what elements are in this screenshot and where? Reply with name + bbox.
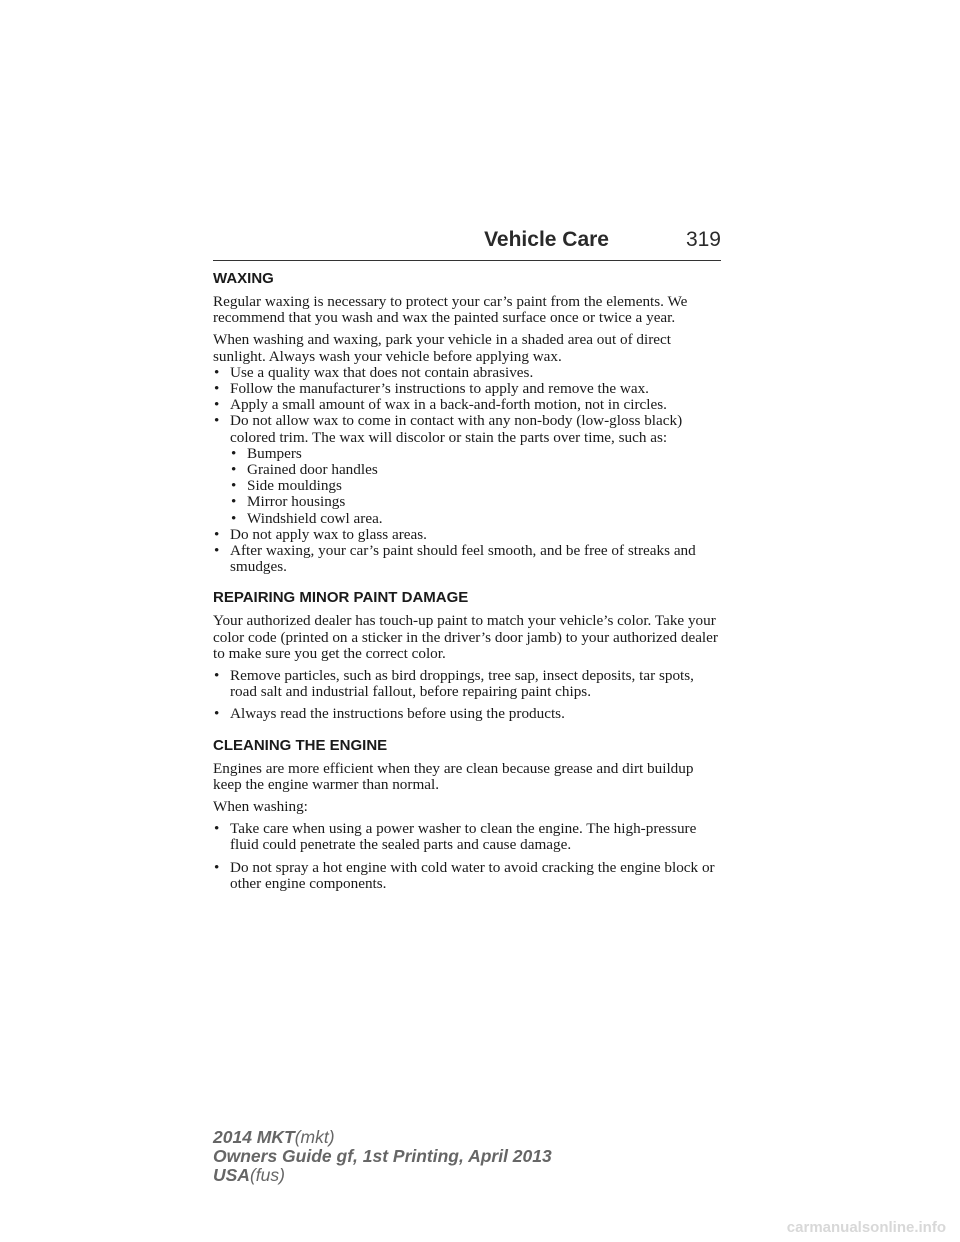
list-item: • After waxing, your car’s paint should feel smooth, and be free of streaks and smudges. [214,542,696,576]
list-item: • Apply a small amount of wax in a back-and-forth motion, not in circles. [214,396,667,414]
bullet-icon: • [214,542,220,560]
footer-line-model: 2014 MKT(mkt) [213,1127,335,1147]
page-content [213,270,723,898]
list-item: • Do not spray a hot engine with cold water to avoid cracking the engine block or other engine components. [214,858,715,892]
list-item: • Use a quality wax that does not contain abrasives. [214,363,534,381]
heading-cleaning-engine: CLEANING THE ENGINE [213,736,388,754]
bullet-icon: • [231,461,237,479]
list-item: • Always read the instructions before using the products. [214,705,565,723]
page-number: 319 [685,228,721,251]
paragraph: Your authorized dealer has touch-up paint to match your vehicle’s color. Take your color code (printed on a sticker in the driver’s door jamb) to your authorized dealer to make sure you get the correct color. [213,612,718,662]
page-header [213,226,721,261]
heading-paint-damage: REPAIRING MINOR PAINT DAMAGE [213,589,469,607]
bullet-icon: • [214,820,220,838]
list-item: • Remove particles, such as bird droppings, tree sap, insect deposits, tar spots, road salt and industrial fallout, before repairing paint chips. [214,667,694,701]
heading-waxing: WAXING [213,270,274,287]
page-footer [213,1128,552,1185]
list-item: • Follow the manufacturer’s instructions to apply and remove the wax. [214,380,649,398]
bullet-icon: • [231,477,237,495]
bullet-icon: • [231,444,237,462]
bullet-icon: • [231,509,237,527]
paragraph: Engines are more efficient when they are clean because grease and dirt buildup keep the engine warmer than normal. [213,759,694,793]
sub-list-item: • Windshield cowl area. [231,509,383,527]
engine-bullet-list [213,821,723,892]
bullet-icon: • [214,380,220,398]
sub-list-item: • Side mouldings [231,477,342,495]
paragraph: When washing: [213,798,308,816]
bullet-icon: • [231,493,237,511]
bullet-icon: • [214,396,220,414]
list-item: • Take care when using a power washer to clean the engine. The high-pressure fluid could penetrate the sealed parts and cause damage. [214,820,697,854]
list-item: • Do not apply wax to glass areas. [214,525,427,543]
watermark: carmanualsonline.info [786,1219,946,1236]
section-title: Vehicle Care [484,228,609,251]
list-item: • Do not allow wax to come in contact with any non-body (low-gloss black) colored trim. The wax will discolor or stain the parts over time, such as: • Bumpers • Grained door handles • Side mouldings • Mirror housings • Windshield cowl area. [213,413,723,526]
bullet-icon: • [214,858,220,876]
paragraph: When washing and waxing, park your vehicle in a shaded area out of direct sunlight. Always wash your vehicle before applying wax. [213,331,671,365]
bullet-icon: • [214,705,220,723]
paragraph: Regular waxing is necessary to protect your car’s paint from the elements. We recommend that you wash and wax the painted surface once or twice a year. [213,293,688,327]
footer-line-market: USA(fus) [213,1165,285,1185]
sub-list-item: • Grained door handles [231,461,378,479]
paint-bullet-list [213,668,723,723]
sub-list-item: • Bumpers [231,444,302,462]
waxing-bullet-list [213,365,723,576]
bullet-icon: • [214,363,220,381]
trim-sub-list [230,446,723,527]
bullet-icon: • [214,667,220,685]
footer-line-guide: Owners Guide gf, 1st Printing, April 2013 [213,1146,552,1166]
bullet-icon: • [214,525,220,543]
sub-list-item: • Mirror housings [231,493,346,511]
bullet-icon: • [214,412,220,430]
